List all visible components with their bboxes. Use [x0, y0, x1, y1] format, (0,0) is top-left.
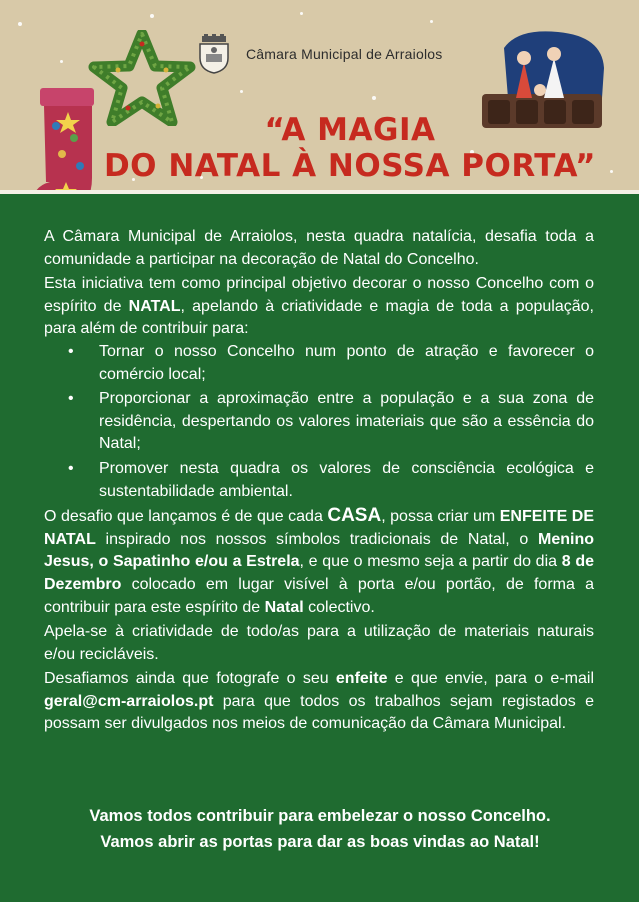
- snowflake: [610, 170, 613, 173]
- snowflake: [18, 22, 22, 26]
- header-banner: [0, 0, 639, 190]
- list-item: [44, 341, 594, 386]
- snowflake: [300, 12, 303, 15]
- organization-name: Câmara Municipal de Arraiolos: [246, 46, 443, 62]
- emphasis-enfeite: enfeite: [335, 670, 388, 688]
- logo-row: [196, 34, 442, 74]
- emphasis-natal: Natal: [264, 598, 304, 616]
- list-item-text: Tornar o nosso Concelho num ponto de atração e favorecer o comércio local;: [99, 342, 594, 383]
- text-span: Desafiamos ainda que fotografe o seu: [44, 670, 336, 688]
- title-line-1: “A MAGIA: [264, 112, 436, 148]
- emphasis-natal: NATAL: [128, 297, 181, 315]
- bullet-icon: •: [68, 390, 74, 408]
- snowflake: [150, 14, 154, 18]
- bullet-icon: •: [68, 459, 74, 477]
- closing-message: [20, 803, 620, 855]
- materials-paragraph: Apela-se à criatividade de todo/as para a utilização de materiais naturais e/ou recicláveis.: [44, 623, 594, 663]
- text-span: colectivo.: [303, 598, 375, 616]
- emphasis-enfeite: ENFEITE DE NATAL: [44, 508, 595, 548]
- text-span: , e que o mesmo seja a partir do dia: [299, 553, 562, 571]
- text-span: e que envie, para o e-mail: [387, 670, 594, 688]
- snowflake: [60, 60, 63, 63]
- objectives-list: [44, 341, 594, 503]
- list-item-text: Promover nesta quadra os valores de consciência ecológica e sustentabilidade ambiental.: [99, 459, 594, 500]
- text-span: , possa criar um: [381, 508, 500, 526]
- text-span: , apelando à criatividade e magia de toda a população, para além de contribuir para:: [44, 297, 595, 338]
- closing-line-1: Vamos todos contribuir para embelezar o nosso Concelho.: [89, 807, 551, 825]
- text-span: colocado em lugar visível à porta e/ou portão, de forma a contribuir para este espírito de: [44, 575, 594, 616]
- snowflake: [430, 20, 433, 23]
- title-line-2: DO NATAL À NOSSA PORTA”: [103, 148, 597, 184]
- snowflake: [372, 96, 376, 100]
- objective-paragraph: [44, 273, 594, 341]
- snowflake: [240, 90, 243, 93]
- emphasis-date: 8 de Dezembro: [44, 553, 594, 593]
- text-span: Esta iniciativa tem como principal objetivo decorar o nosso Concelho com o espírito de: [44, 275, 594, 315]
- photo-paragraph: [44, 668, 594, 736]
- list-item-text: Proporcionar a aproximação entre a população e a sua zona de residência, despertando os valores imateriais que são a essência do Natal;: [99, 390, 594, 453]
- header-divider: [0, 190, 639, 194]
- emphasis-casa: CASA: [327, 505, 382, 527]
- list-item: [44, 388, 594, 456]
- emphasis-symbols: Menino Jesus, o Sapatinho e/ou a Estrela: [44, 530, 594, 571]
- municipal-crest-icon: [196, 34, 232, 74]
- bullet-icon: •: [68, 342, 74, 360]
- text-span: para que todos os trabalhos sejam registados e possam ser divulgados nos meios de comunicação da Câmara Municipal.: [44, 692, 594, 733]
- intro-paragraph: A Câmara Municipal de Arraiolos, nesta quadra natalícia, desafia toda a comunidade a participar na decoração de Natal do Concelho.: [44, 228, 594, 268]
- list-item: [44, 458, 594, 503]
- poster-title: [90, 112, 610, 184]
- closing-line-2: Vamos abrir as portas para dar as boas vindas ao Natal!: [100, 833, 540, 851]
- text-span: inspirado nos nossos símbolos tradicionais de Natal, o: [95, 530, 538, 548]
- body-text: [44, 226, 594, 736]
- challenge-paragraph: [44, 505, 594, 619]
- text-span: O desafio que lançamos é de que cada: [44, 508, 328, 526]
- email-address: geral@cm-arraiolos.pt: [44, 692, 214, 710]
